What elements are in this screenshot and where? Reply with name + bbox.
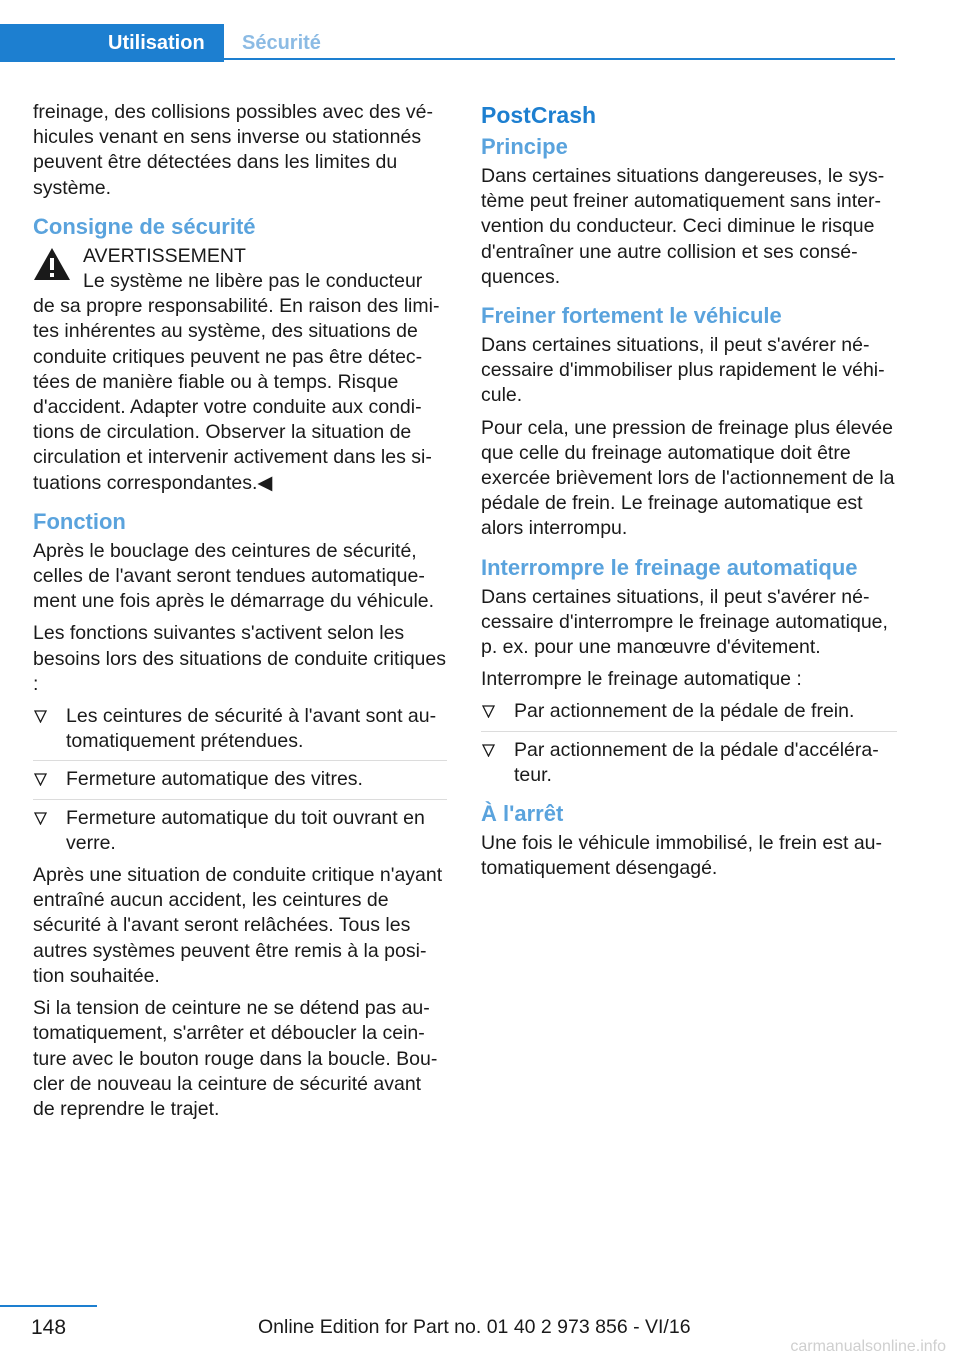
paragraph-interrompre-2: Interrompre le freinage automatique : [481, 668, 802, 691]
list-item: Fermeture automatique du toit ouvrant en verre. [33, 806, 447, 856]
paragraph-fonction-3: Après une situation de conduite critique n'ayant entraîné aucun accident, les ceintures de sécurité à l'avant seront relâchées. Tous les autres systèmes peuvent être remis à la position souhaitée. [33, 864, 443, 987]
edition-text: Online Edition for Part no. 01 40 2 973 856 - VI/16 [258, 1316, 691, 1338]
list-item: Par actionnement de la pédale d'accélérateur. [481, 738, 897, 788]
page-header [0, 0, 895, 62]
paragraph-principe: Dans certaines situations dangereuses, le système peut freiner automatiquement sans intervention du conducteur. Ceci diminue le risque d'entraîner une autre collision et ses conséquences. [481, 165, 885, 288]
left-column [33, 100, 447, 1129]
right-column [481, 100, 897, 888]
list-item: Par actionnement de la pédale de frein. [481, 699, 897, 731]
heading-postcrash: PostCrash [481, 102, 597, 128]
paragraph-intro: freinage, des collisions possibles avec des véhicules venant en sens inverse ou stationnés peuvent être détectées dans les limites du système. [33, 101, 433, 199]
footer-rule [0, 1305, 97, 1307]
heading-freiner: Freiner fortement le véhicule [481, 303, 782, 329]
triangle-bullet-icon [34, 773, 47, 786]
paragraph-freiner-2: Pour cela, une pression de freinage plus élevée que celle du freinage automatique doit être exercée brièvement lors de l'actionnement de la pédale de frein. Le freinage automatique est alors interrompu. [481, 416, 895, 540]
paragraph-fonction-4: Si la tension de ceinture ne se détend pas automatiquement, s'arrêter et déboucler la ceinture avec le bouton rouge dans la boucle. Boucler de nouveau la ceinture de sécurité avant de reprendre le trajet. [33, 997, 438, 1120]
warning-triangle-icon [33, 247, 71, 281]
tab-utilisation[interactable]: Utilisation [0, 24, 224, 62]
function-list [33, 704, 447, 856]
paragraph-arret: Une fois le véhicule immobilisé, le frein est automatiquement désengagé. [481, 832, 883, 880]
triangle-bullet-icon [482, 744, 495, 757]
triangle-bullet-icon [34, 812, 47, 825]
warning-text-first-line: Le système ne libère pas le conducteur [83, 270, 423, 293]
interrupt-list [481, 699, 897, 788]
triangle-bullet-icon [482, 705, 495, 718]
page-number: 148 [31, 1316, 67, 1339]
warning-title: AVERTISSEMENT [83, 244, 246, 267]
list-item: Fermeture automatique des vitres. [33, 767, 447, 799]
watermark: carmanualsonline.info [790, 1338, 946, 1355]
paragraph-fonction-1: Après le bouclage des ceintures de sécurité, celles de l'avant seront tendues automatiquement une fois après le démarrage du véhicule. [33, 539, 435, 613]
triangle-bullet-icon [34, 710, 47, 723]
list-item: Les ceintures de sécurité à l'avant sont automatiquement prétendues. [33, 704, 447, 761]
paragraph-interrompre-1: Dans certaines situations, il peut s'avérer nécessaire d'interrompre le freinage automatique, p. ex. pour une manœuvre d'évitement. [481, 585, 888, 659]
heading-fonction: Fonction [33, 508, 126, 534]
heading-consigne: Consigne de sécurité [33, 213, 256, 239]
paragraph-fonction-2: Les fonctions suivantes s'activent selon les besoins lors des situations de conduite critiques : [33, 622, 446, 695]
heading-interrompre: Interrompre le freinage automatique [481, 554, 858, 580]
warning-text: de sa propre responsabilité. En raison des limites inhérentes au système, des situations de conduite critiques peuvent ne pas être détectées de manière fiable ou à temps. Risque d'accident. Adapter votre conduite aux conditions de circulation. Observer la situation de circulation et intervenir activement dans les situations correspondantes.◀ [33, 295, 440, 494]
heading-principe: Principe [481, 134, 568, 159]
warning-block [33, 244, 447, 496]
tab-securite[interactable]: Sécurité [224, 24, 895, 60]
paragraph-freiner-1: Dans certaines situations, il peut s'avérer nécessaire d'immobiliser plus rapidement le véhicule. [481, 334, 885, 407]
heading-arret: À l'arrêt [481, 801, 564, 827]
